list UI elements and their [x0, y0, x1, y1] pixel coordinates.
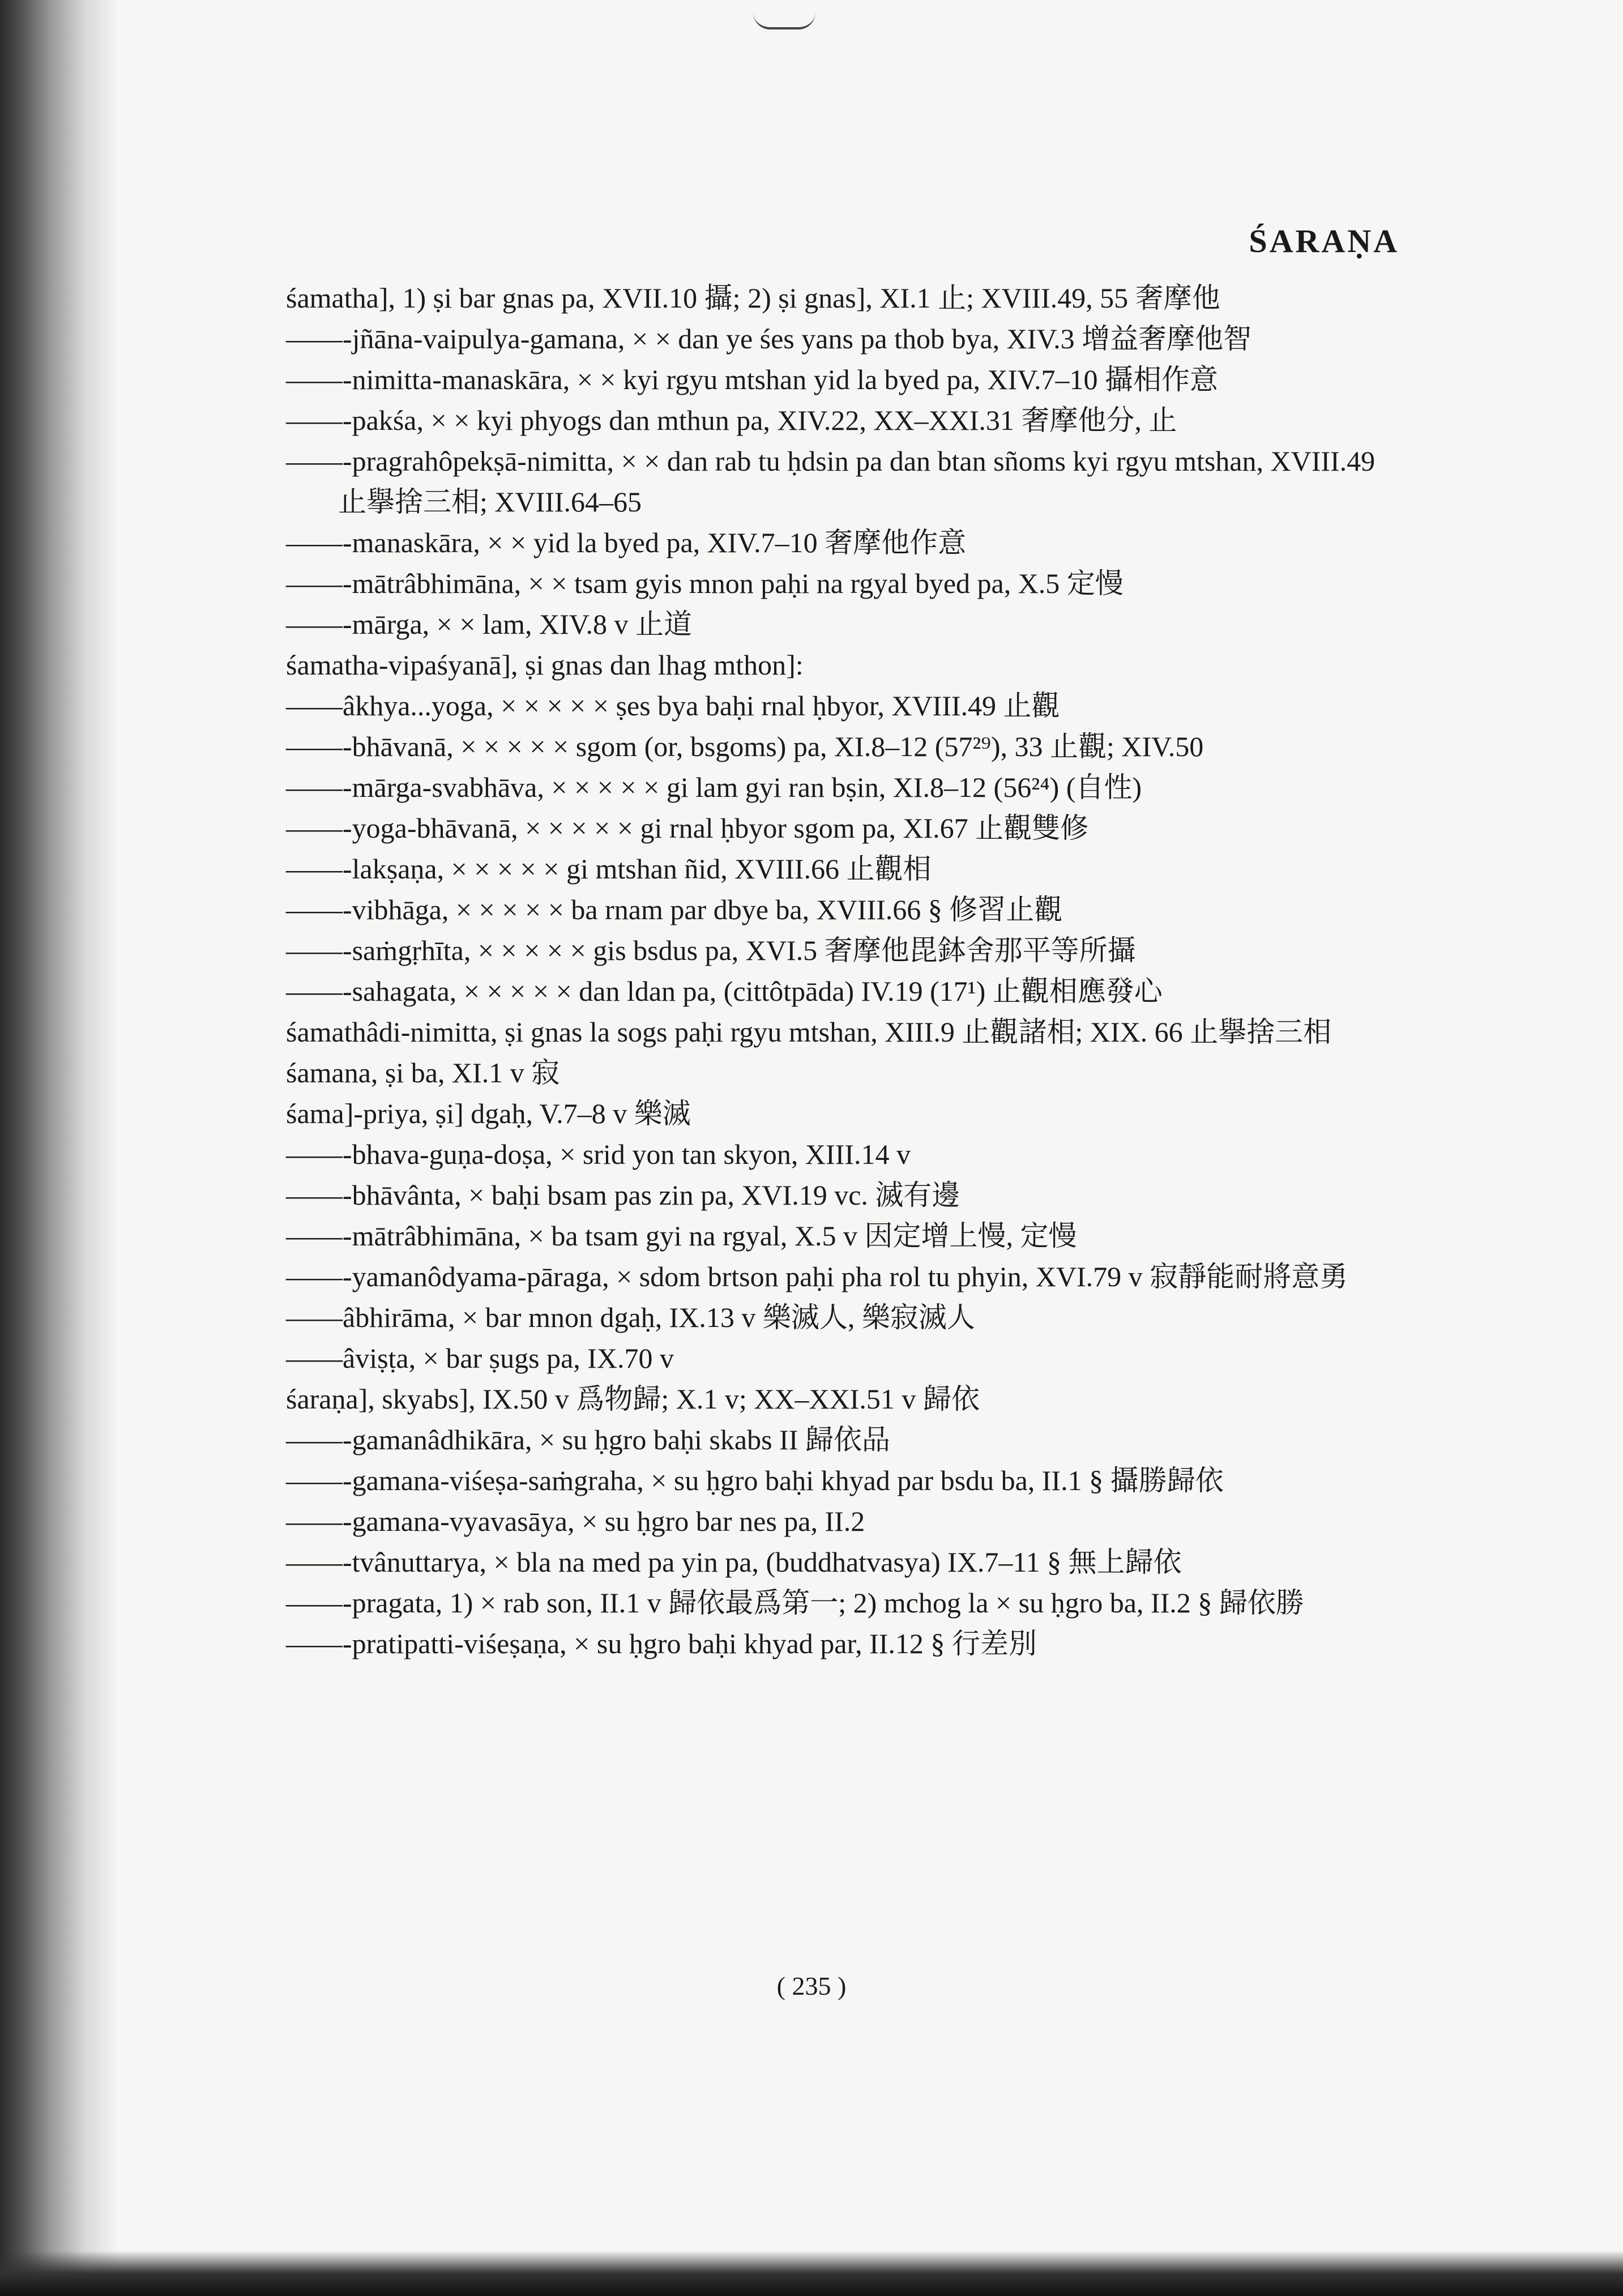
scan-top-mark: [753, 12, 815, 29]
entry: ——âbhirāma, × bar mnon dgaḥ, IX.13 v 樂滅人, 樂寂滅人: [286, 1301, 975, 1333]
entry: ——âviṣṭa, × bar ṣugs pa, IX.70 v: [286, 1342, 674, 1374]
scan-bottom-edge: [0, 2251, 1623, 2296]
entry: ——-mātrâbhimāna, × ba tsam gyi na rgyal, X.5 v 因定增上慢, 定慢: [286, 1220, 1077, 1252]
entry: ——âkhya...yoga, × × × × × ṣes bya baḥi rnal ḥbyor, XVIII.49 止觀: [286, 690, 1060, 722]
entry: ——-gamana-viśeṣa-saṁgraha, × su ḥgro baḥi khyad par bsdu ba, II.1 § 攝勝歸依: [286, 1465, 1224, 1496]
entry: ——-manaskāra, × × yid la byed pa, XIV.7–10 奢摩他作意: [286, 527, 967, 558]
entry: ——-vibhāga, × × × × × ba rnam par dbye ba, XVIII.66 § 修習止觀: [286, 894, 1063, 925]
entry: ——-mārga-svabhāva, × × × × × gi lam gyi ran bṣin, XI.8–12 (56²⁴) (自性): [286, 771, 1142, 803]
entry: ——-pakśa, × × kyi phyogs dan mthun pa, XIV.22, XX–XXI.31 奢摩他分, 止: [286, 404, 1177, 436]
entry: ——-jñāna-vaipulya-gamana, × × dan ye śes yans pa thob bya, XIV.3 增益奢摩他智: [286, 323, 1252, 355]
entry: śamatha-vipaśyanā], ṣi gnas dan lhag mthon]:: [286, 649, 804, 681]
entry: ——-tvânuttarya, × bla na med pa yin pa, (buddhatvasya) IX.7–11 § 無上歸依: [286, 1546, 1182, 1578]
entry: ——-mārga, × × lam, XIV.8 v 止道: [286, 608, 692, 640]
entry: ——-gamanâdhikāra, × su ḥgro baḥi skabs II 歸依品: [286, 1424, 890, 1456]
entry: ——-bhāvânta, × baḥi bsam pas zin pa, XVI.19 vc. 滅有邊: [286, 1179, 960, 1211]
entry: ——-pragrahôpekṣā-nimitta, × × dan rab tu ḥdsin pa dan btan sñoms kyi rgyu mtshan, XVIII.49 止擧捨三相; XVIII.64–65: [286, 445, 1376, 518]
entry: śama]-priya, ṣi] dgaḥ, V.7–8 v 樂滅: [286, 1098, 691, 1129]
entry: ——-bhāvanā, × × × × × sgom (or, bsgoms) pa, XI.8–12 (57²⁹), 33 止觀; XIV.50: [286, 731, 1204, 762]
entry: ——-yamanôdyama-pāraga, × sdom brtson paḥi pha rol tu phyin, XVI.79 v 寂靜能耐將意勇: [286, 1261, 1348, 1292]
entry: śaraṇa], skyabs], IX.50 v 爲物歸; X.1 v; XX–XXI.51 v 歸依: [286, 1383, 980, 1415]
entry: śamana, ṣi ba, XI.1 v 寂: [286, 1057, 560, 1089]
entry: ——-saṁgṛhīta, × × × × × gis bsdus pa, XVI.5 奢摩他毘鉢舍那平等所攝: [286, 934, 1136, 966]
running-head: ŚARAṆA: [1249, 223, 1399, 259]
entry: ——-pragata, 1) × rab son, II.1 v 歸依最爲第一; 2) mchog la × su ḥgro ba, II.2 § 歸依勝: [286, 1587, 1304, 1619]
entry: śamatha], 1) ṣi bar gnas pa, XVII.10 攝; 2) ṣi gnas], XI.1 止; XVIII.49, 55 奢摩他: [286, 282, 1220, 314]
entry: śamathâdi-nimitta, ṣi gnas la sogs paḥi rgyu mtshan, XIII.9 止觀諸相; XIX. 66 止擧捨三相: [286, 1016, 1332, 1048]
dictionary-entries: [286, 278, 1393, 1664]
entry: ——-gamana-vyavasāya, × su ḥgro bar nes pa, II.2: [286, 1505, 865, 1537]
entry: ——-mātrâbhimāna, × × tsam gyis mnon paḥi na rgyal byed pa, X.5 定慢: [286, 567, 1124, 599]
entry: ——-sahagata, × × × × × dan ldan pa, (cittôtpāda) IV.19 (17¹) 止觀相應發心: [286, 975, 1163, 1007]
entry: ——-yoga-bhāvanā, × × × × × gi rnal ḥbyor sgom pa, XI.67 止觀雙修: [286, 812, 1089, 844]
entry: ——-bhava-guṇa-doṣa, × srid yon tan skyon, XIII.14 v: [286, 1138, 911, 1170]
scan-binding-shadow: [0, 0, 119, 2296]
entry: ——-pratipatti-viśeṣaṇa, × su ḥgro baḥi khyad par, II.12 § 行差別: [286, 1628, 1037, 1659]
entry: ——-lakṣaṇa, × × × × × gi mtshan ñid, XVIII.66 止觀相: [286, 853, 932, 885]
entry: ——-nimitta-manaskāra, × × kyi rgyu mtshan yid la byed pa, XIV.7–10 攝相作意: [286, 364, 1218, 395]
page-number: ( 235 ): [776, 1971, 847, 2000]
